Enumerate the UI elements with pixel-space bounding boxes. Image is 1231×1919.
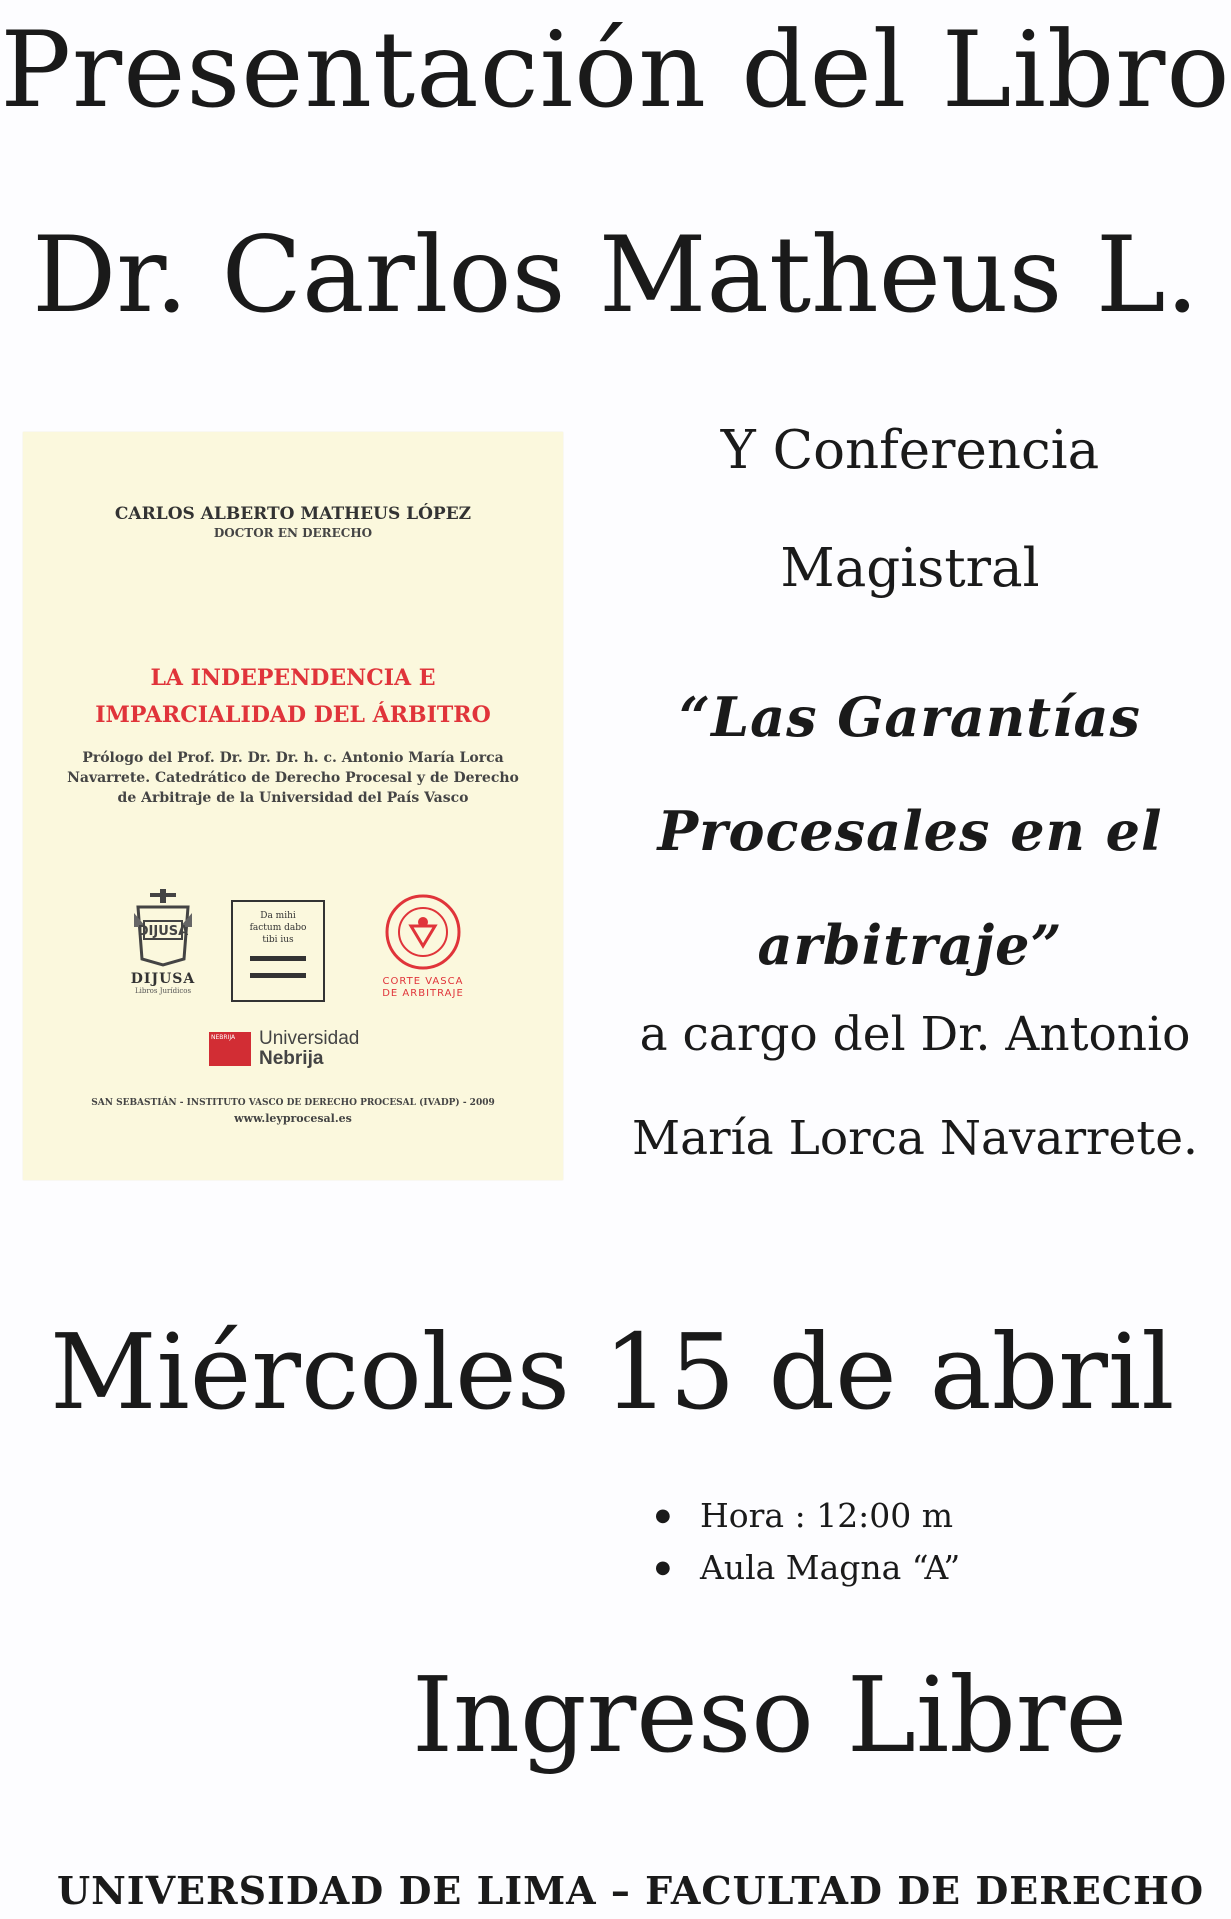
event-details-list [650, 1490, 960, 1594]
presentation-title: Presentación del Libro [0, 9, 1231, 131]
cover-publisher: SAN SEBASTIÁN - INSTITUTO VASCO DE DERECHO PROCESAL (IVADP) - 2009 [91, 1098, 495, 1108]
dijusa-logo [123, 887, 203, 995]
corte-vasca-line2: DE ARBITRAJE [382, 988, 464, 999]
talk-title-line2: Procesales en el [657, 799, 1163, 863]
event-venue: ● Aula Magna “A” [650, 1542, 960, 1594]
cover-book-title [23, 660, 563, 734]
motto-text: Da mihi factum dabo tibi ius [249, 911, 307, 945]
event-date: Miércoles 15 de abril [50, 1311, 1175, 1433]
talk-title [590, 660, 1230, 1002]
conference-line2: Magistral [780, 538, 1040, 599]
talk-title-line1: “Las Garantías [679, 685, 1141, 749]
admission-text: Ingreso Libre [411, 1654, 1128, 1776]
cover-author: CARLOS ALBERTO MATHEUS LÓPEZ [114, 504, 472, 524]
dijusa-subtitle: Libros Jurídicos [134, 987, 192, 995]
corte-vasca-seal-icon [383, 892, 463, 972]
cover-degree: DOCTOR EN DERECHO [213, 526, 373, 540]
speaker-line2: María Lorca Navarrete. [632, 1111, 1198, 1166]
dijusa-name: DIJUSA [130, 971, 196, 987]
nebrija-tag: NEBRIJA [211, 1034, 236, 1041]
corte-vasca-logo [373, 892, 473, 1000]
nebrija-mark-icon [209, 1032, 251, 1066]
cover-title-line2: IMPARCIALIDAD DEL ÁRBITRO [95, 702, 491, 728]
conference-line1: Y Conferencia [720, 420, 1100, 481]
book-cover-image [23, 432, 563, 1180]
motto-bars-icon [250, 956, 306, 978]
dijusa-emblem-icon [128, 887, 198, 967]
cover-prologue: Prólogo del Prof. Dr. Dr. Dr. h. c. Antonio María Lorca Navarrete. Catedrático de Derecho Procesal y de Derecho de Arbitraje de la Universidad del País Vasco [67, 750, 519, 806]
organizer-footer: UNIVERSIDAD DE LIMA – FACULTAD DE DERECHO [56, 1868, 1205, 1913]
speaker-line1: a cargo del Dr. Antonio [639, 1007, 1191, 1062]
nebrija-line2: Nebrija [259, 1048, 324, 1069]
nebrija-line1: Universidad [259, 1028, 360, 1049]
corte-vasca-line1: CORTE VASCA [382, 976, 464, 987]
event-time: ● Hora : 12:00 m [650, 1490, 960, 1542]
svg-text:DIJUSA: DIJUSA [137, 924, 189, 939]
talk-title-line3: arbitraje” [757, 913, 1063, 977]
nebrija-logo [209, 1024, 389, 1068]
cover-title-line1: LA INDEPENDENCIA E [150, 665, 436, 691]
motto-logo [231, 900, 325, 1002]
author-title: Dr. Carlos Matheus L. [32, 214, 1199, 336]
cover-website: www.leyprocesal.es [234, 1112, 352, 1125]
